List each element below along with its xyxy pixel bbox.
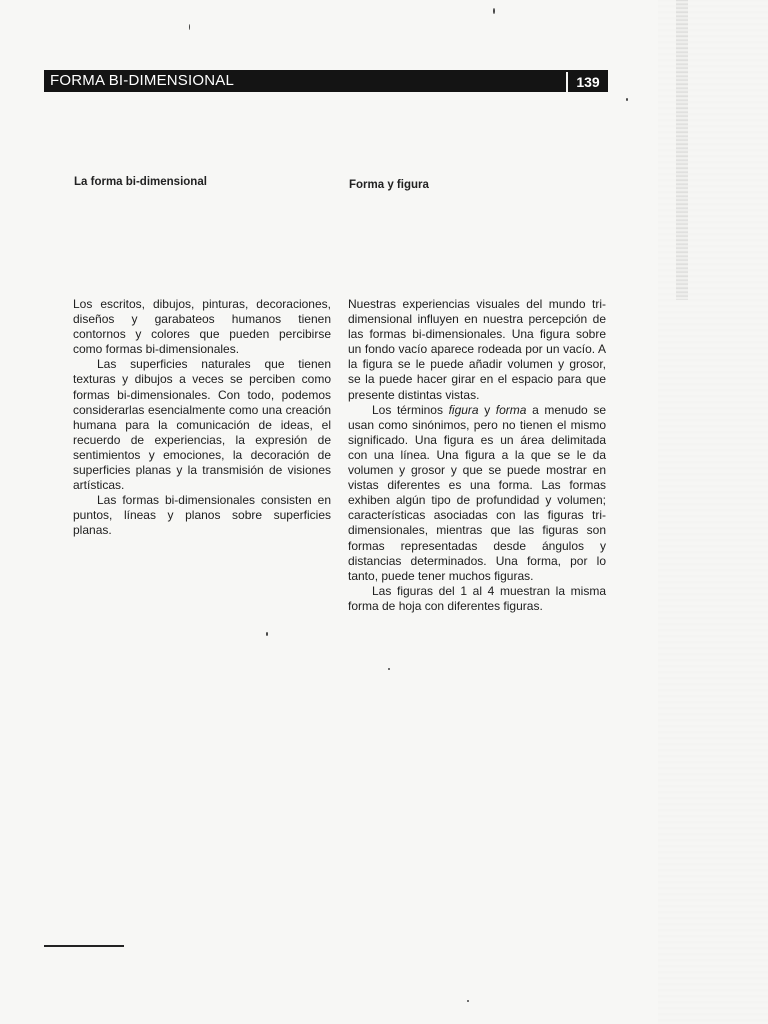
paragraph: Nuestras experiencias visuales del mundo tri-dimensional influyen en nuestra percepción de las formas bi-dimensionales. Una figura sobre un fondo vacío aparece rodeada por un vacío. A la figura se le puede añadir volumen y grosor, se la puede hacer girar en el espacio para que presente distintas vistas. xyxy=(348,297,606,402)
italic-term: forma xyxy=(495,402,527,417)
scan-speck xyxy=(266,632,268,636)
scan-edge-noise xyxy=(658,0,768,1024)
running-header-title: FORMA BI-DIMENSIONAL xyxy=(50,72,235,89)
scan-speck xyxy=(493,8,495,14)
scan-speck xyxy=(388,668,390,670)
text-run: Los términos xyxy=(372,402,449,417)
italic-term: figura xyxy=(448,402,479,417)
section-heading-right: Forma y figura xyxy=(349,179,429,191)
paragraph: Las formas bi-dimensionales consisten en puntos, líneas y planos sobre superficies planas. xyxy=(73,493,331,538)
scan-edge-strip xyxy=(676,0,688,300)
scan-speck xyxy=(467,1000,469,1002)
page-number: 139 xyxy=(566,72,608,92)
right-column xyxy=(348,297,606,614)
paragraph: Los escritos, dibujos, pinturas, decoraciones, diseños y garabateos humanos tienen contornos y colores que pueden percibirse como formas bi-dimensionales. xyxy=(73,297,331,357)
left-column xyxy=(73,297,331,539)
scan-speck xyxy=(626,98,628,101)
paragraph: Las superficies naturales que tienen texturas y dibujos a veces se perciben como formas bi-dimensionales. Con todo, podemos considerarlas esencialmente como una creación humana para la comunicación de ideas, el recuerdo de experiencias, la expresión de sentimientos y emociones, la decoración de superficies planas y la transmisión de visiones artísticas. xyxy=(73,357,331,493)
text-run: a menudo se usan como sinónimos, pero no tienen el mismo significado. Una figura es un área delimitada con una línea. Una figura a la que se le da volumen y grosor y que se puede mostrar en vistas diferentes es una forma. Las formas exhiben algún tipo de profundidad y volumen; características asociadas con las figuras tri-dimensionales, mientras que las figuras son formas representadas desde ángulos y distancias determinados. Una forma, por lo tanto, puede tener muchos figuras. xyxy=(348,402,606,583)
scan-bottom-mark xyxy=(44,945,124,947)
text-run: y xyxy=(478,402,496,417)
section-heading-left: La forma bi-dimensional xyxy=(74,176,207,188)
paragraph xyxy=(348,403,606,584)
paragraph: Las figuras del 1 al 4 muestran la misma forma de hoja con diferentes figuras. xyxy=(348,583,606,613)
scan-speck xyxy=(189,24,190,30)
